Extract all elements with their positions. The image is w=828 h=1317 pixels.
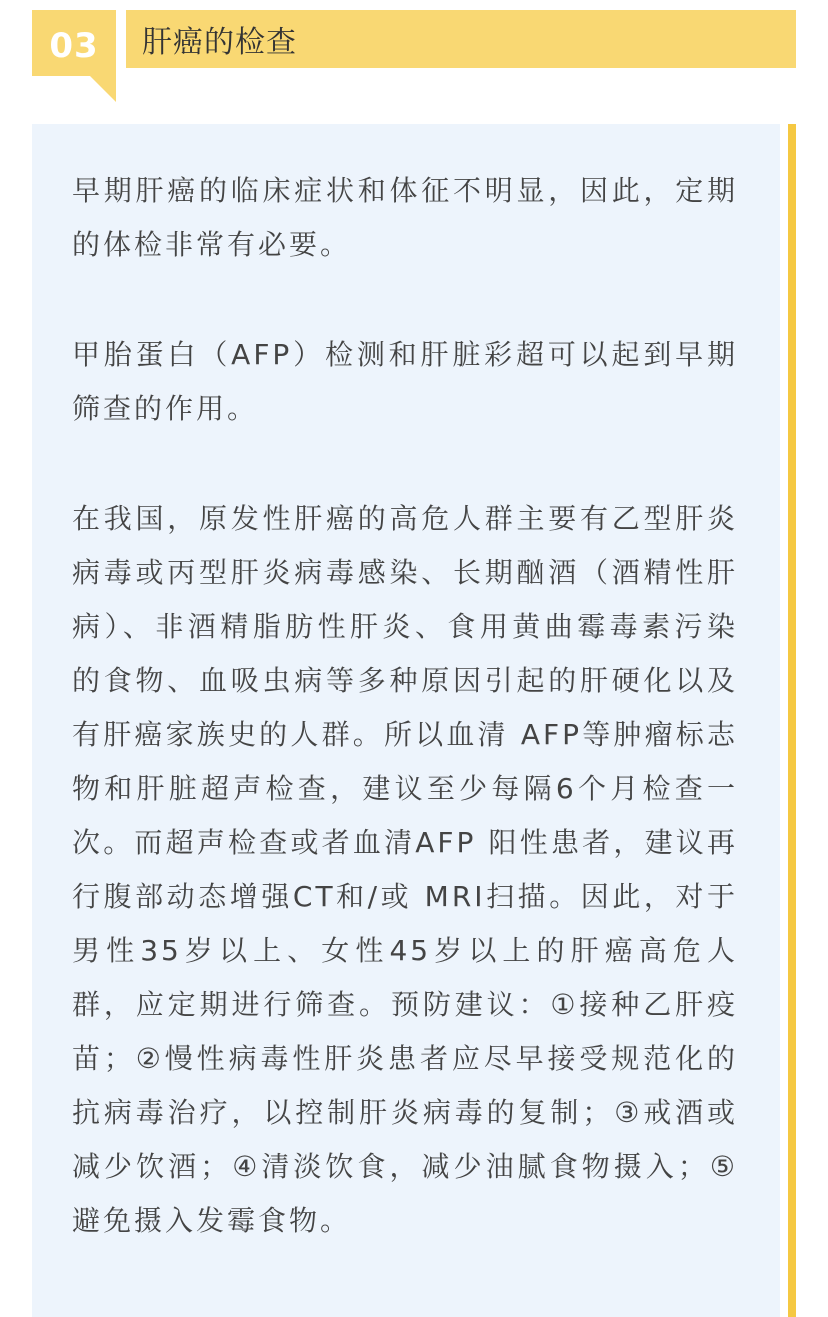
section-number: 03 (49, 26, 99, 66)
paragraph-afp: 甲胎蛋白（AFP）检测和肝脏彩超可以起到早期筛查的作用。 (72, 338, 738, 425)
article-body (72, 164, 738, 1304)
card-accent-bar (788, 124, 796, 1317)
section-title: 肝癌的检查 (142, 25, 297, 60)
paragraph-high-risk: 在我国，原发性肝癌的高危人群主要有乙型肝炎病毒或丙型肝炎病毒感染、长期酗酒（酒精性肝病）、非酒精脂肪性肝炎、食用黄曲霉毒素污染的食物、血吸虫病等多种原因引起的肝硬化以及有肝癌家族史的人群。所以血清 AFP等肿瘤标志物和肝脏超声检查，建议至少每隔6个月检查一次。而超声检查或者血清AFP 阳性患者，建议再行腹部动态增强CT和/或 MRI扫描。因此，对于男性35岁以上、女性45岁以上的肝癌高危人群，应定期进行筛查。预防建议：①接种乙肝疫苗；②慢性病毒性肝炎患者应尽早接受规范化的抗病毒治疗，以控制肝炎病毒的复制；③戒酒或减少饮酒；④清淡饮食，减少油腻食物摄入；⑤避免摄入发霉食物。 (72, 502, 738, 1237)
paragraph-intro: 早期肝癌的临床症状和体征不明显，因此，定期的体检非常有必要。 (72, 174, 738, 261)
badge-tail-decoration (90, 76, 116, 102)
section-title-bar (126, 10, 796, 68)
section-number-badge (32, 10, 116, 76)
